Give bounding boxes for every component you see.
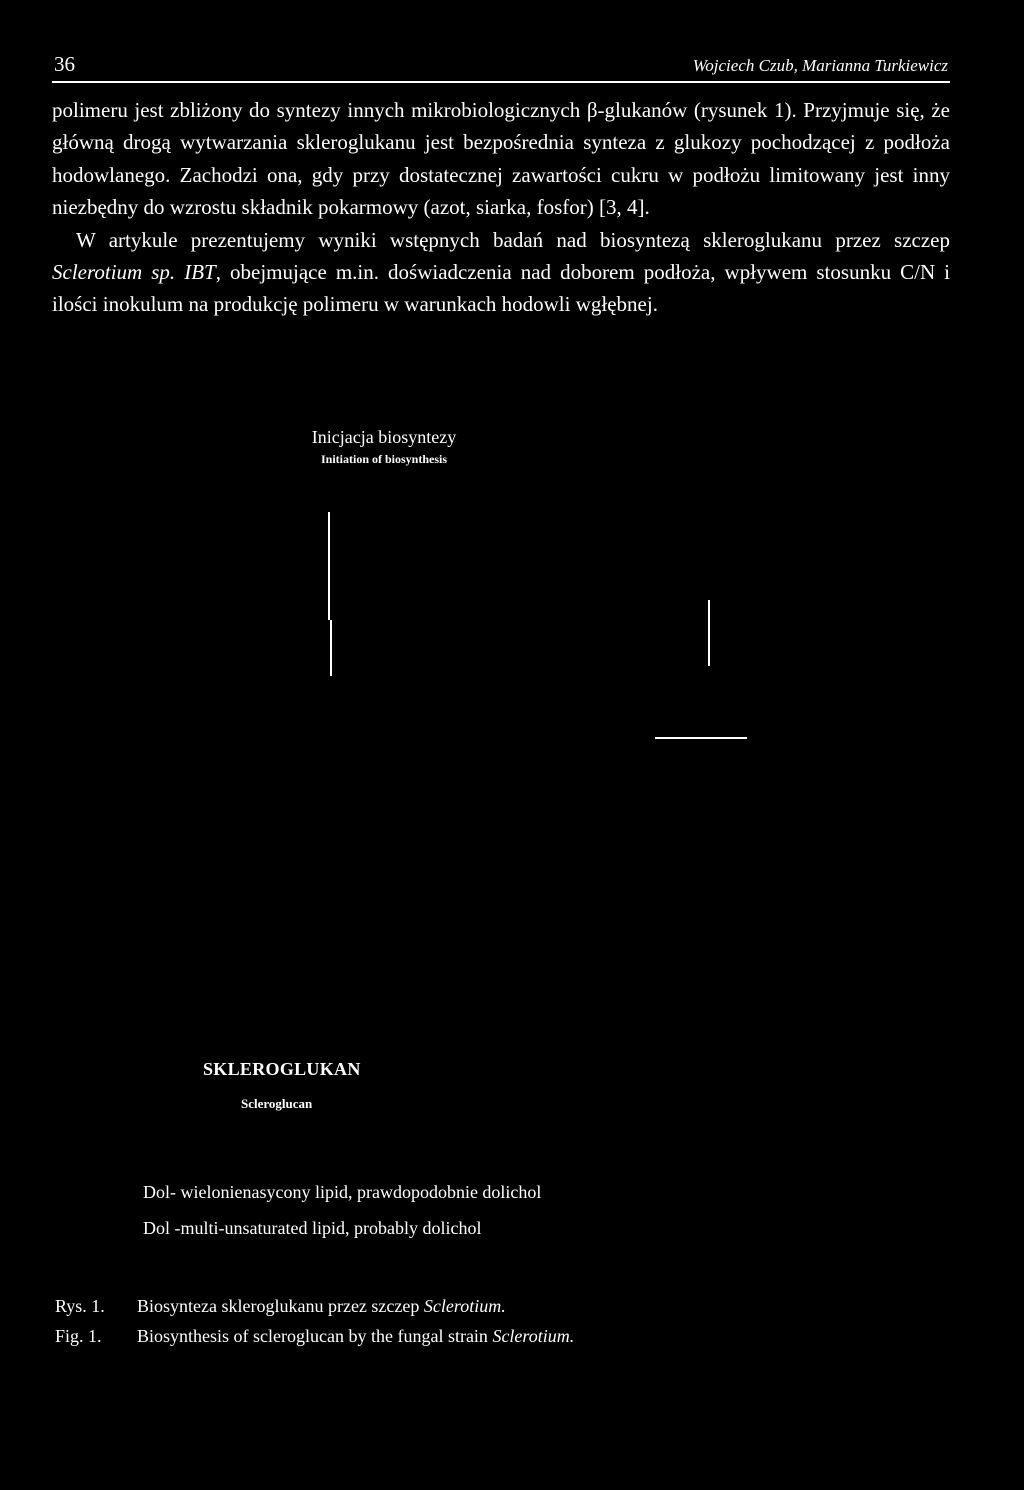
figure-title-pl: Inicjacja biosyntezy (311, 427, 457, 447)
figure-title-en: Initiation of biosynthesis (320, 452, 448, 466)
caption-en-italic: Sclerotium. (492, 1326, 575, 1346)
product-name-pl: SKLEROGLUKAN (203, 1059, 361, 1079)
caption-pl-text: Biosynteza skleroglukanu przez szczep (137, 1296, 424, 1316)
body-text (52, 94, 950, 321)
header-rule (52, 81, 950, 83)
pathway-line-horizontal (655, 737, 747, 739)
paragraph-2-start: W artykule prezentujemy wyniki wstępnych badań nad biosyntezą skleroglukanu przez szczep (76, 227, 950, 252)
page-number: 36 (54, 52, 75, 76)
paragraph-2 (52, 224, 950, 321)
running-head-authors: Wojciech Czub, Marianna Turkiewicz (692, 56, 948, 75)
caption-en (55, 1324, 574, 1348)
paragraph-2-end: , obejmujące m.in. doświadczenia nad doborem podłoża, wpływem stosunku C/N i ilości inokulum na produkcję polimeru w warunkach hodowli wgłębnej. (52, 260, 950, 317)
legend-pl: Dol- wielonienasycony lipid, prawdopodobnie dolichol (143, 1182, 542, 1202)
paragraph-1: polimeru jest zbliżony do syntezy innych mikrobiologicznych β-glukanów (rysunek 1). Przyjmuje się, że główną drogą wytwarzania skleroglukanu jest bezpośrednia synteza z glukozy pochodzącej z podłoża hodowlanego. Zachodzi ona, gdy przy dostatecznej zawartości cukru w podłożu limitowany jest inny niezbędny do wzrostu składnik pokarmowy (azot, siarka, fosfor) [3, 4]. (52, 98, 950, 220)
caption-pl-label: Rys. 1. (55, 1296, 105, 1316)
caption-en-text: Biosynthesis of scleroglucan by the fungal strain (137, 1326, 493, 1346)
pathway-line-right (708, 600, 710, 666)
pathway-line-left-upper (328, 512, 330, 620)
caption-pl (55, 1294, 506, 1318)
product-name-en: Scleroglucan (241, 1096, 313, 1111)
pathway-line-left-lower (330, 620, 332, 676)
caption-en-label: Fig. 1. (55, 1326, 102, 1346)
caption-pl-italic: Sclerotium. (423, 1296, 506, 1316)
legend-en: Dol -multi-unsaturated lipid, probably dolichol (143, 1218, 482, 1238)
strain-name: Sclerotium sp. IBT (52, 260, 216, 285)
